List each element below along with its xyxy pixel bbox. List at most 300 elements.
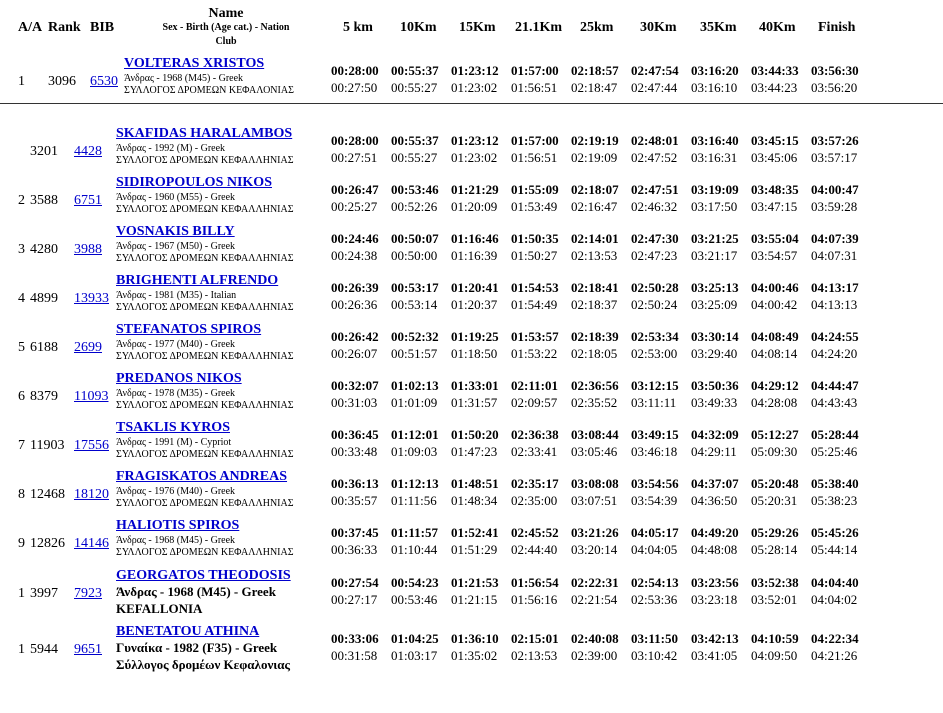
gun-time-cell: 03:56:30	[811, 63, 859, 78]
chip-time-cell: 01:47:23	[451, 444, 498, 459]
row-bib-link[interactable]: 14146	[74, 536, 109, 551]
header-divider	[0, 103, 943, 104]
gun-time-cell: 04:44:47	[811, 378, 859, 393]
row-rank: 5944	[30, 642, 58, 657]
gun-time-cell: 03:23:56	[691, 575, 739, 590]
runner-meta: Άνδρας - 1991 (M) - Cypriot	[116, 437, 232, 448]
chip-time-cell: 02:18:05	[571, 346, 618, 361]
gun-time-cell: 02:18:07	[571, 182, 619, 197]
runner-club: ΣΥΛΛΟΓΟΣ ΔΡΟΜΕΩΝ ΚΕΦΑΛΛΗΝΙΑΣ	[116, 155, 294, 166]
chip-time-cell: 00:25:27	[331, 199, 378, 214]
gun-time-cell: 02:45:52	[511, 525, 559, 540]
chip-time-cell: 00:26:36	[331, 297, 378, 312]
gun-time-cell: 03:49:15	[631, 427, 679, 442]
chip-times	[331, 296, 871, 313]
gun-time-cell: 01:12:13	[391, 476, 439, 491]
gun-time-cell: 04:13:17	[811, 280, 859, 295]
gun-time-cell: 03:52:38	[751, 575, 799, 590]
header-bib: BIB	[90, 20, 115, 35]
gun-time-cell: 00:26:39	[331, 280, 379, 295]
gun-time-cell: 03:45:15	[751, 133, 799, 148]
runner-meta: Άνδρας - 1968 (M45) - Greek	[116, 584, 276, 599]
gun-time-cell: 05:12:27	[751, 427, 799, 442]
chip-time-cell: 01:31:57	[451, 395, 498, 410]
runner-meta: Άνδρας - 1968 (M45) - Greek	[116, 535, 236, 546]
gun-time-cell: 00:55:37	[391, 133, 439, 148]
gun-times	[331, 230, 871, 247]
chip-time-cell: 05:38:23	[811, 493, 858, 508]
runner-meta: Άνδρας - 1978 (M35) - Greek	[116, 388, 236, 399]
chip-time-cell: 02:47:44	[631, 80, 678, 95]
chip-times	[331, 647, 871, 664]
chip-time-cell: 01:51:29	[451, 542, 498, 557]
chip-time-cell: 00:55:27	[391, 80, 438, 95]
gun-time-cell: 02:18:57	[571, 63, 619, 78]
gun-time-cell: 03:55:04	[751, 231, 799, 246]
chip-time-cell: 00:33:48	[331, 444, 378, 459]
chip-time-cell: 04:29:11	[691, 444, 737, 459]
header-name-sub2: Club	[215, 36, 237, 47]
chip-time-cell: 00:53:14	[391, 297, 438, 312]
gun-time-cell: 01:54:53	[511, 280, 559, 295]
chip-time-cell: 00:27:50	[331, 80, 378, 95]
header-split-1: 10Km	[400, 20, 437, 35]
chip-time-cell: 01:21:15	[451, 592, 498, 607]
chip-time-cell: 04:24:20	[811, 346, 858, 361]
chip-time-cell: 03:49:33	[691, 395, 738, 410]
gun-time-cell: 03:42:13	[691, 631, 739, 646]
runner-club: ΣΥΛΛΟΓΟΣ ΔΡΟΜΕΩΝ ΚΕΦΑΛΛΗΝΙΑΣ	[116, 302, 294, 313]
runner-club: ΣΥΛΛΟΓΟΣ ΔΡΟΜΕΩΝ ΚΕΦΑΛΛΗΝΙΑΣ	[116, 498, 294, 509]
chip-time-cell: 01:20:37	[451, 297, 498, 312]
gun-time-cell: 05:38:40	[811, 476, 859, 491]
runner-meta: Γυναίκα - 1982 (F35) - Greek	[116, 640, 278, 655]
runner-meta: Άνδρας - 1977 (M40) - Greek	[116, 339, 236, 350]
gun-time-cell: 05:29:26	[751, 525, 799, 540]
runner-name-link[interactable]: VOSNAKIS BILLY	[116, 224, 235, 239]
chip-time-cell: 02:35:52	[571, 395, 618, 410]
gun-time-cell: 00:52:32	[391, 329, 439, 344]
chip-time-cell: 03:52:01	[751, 592, 798, 607]
chip-time-cell: 02:09:57	[511, 395, 558, 410]
row-rank: 3588	[30, 193, 58, 208]
gun-time-cell: 02:18:39	[571, 329, 619, 344]
chip-time-cell: 01:53:22	[511, 346, 558, 361]
gun-time-cell: 04:00:47	[811, 182, 859, 197]
runner-name-link[interactable]: GEORGATOS THEODOSIS	[116, 568, 291, 583]
row-bib-link[interactable]: 11093	[74, 389, 109, 404]
chip-time-cell: 00:53:46	[391, 592, 438, 607]
row-aa: 6	[18, 389, 25, 404]
chip-times	[331, 149, 871, 166]
gun-time-cell: 00:54:23	[391, 575, 439, 590]
chip-time-cell: 03:16:31	[691, 150, 738, 165]
split-times	[331, 181, 871, 215]
chip-time-cell: 04:09:50	[751, 648, 798, 663]
header-split-2: 15Km	[459, 20, 496, 35]
chip-time-cell: 02:21:54	[571, 592, 618, 607]
gun-time-cell: 03:57:26	[811, 133, 859, 148]
gun-time-cell: 04:05:17	[631, 525, 679, 540]
split-times	[331, 279, 871, 313]
row-bib-link[interactable]: 9651	[74, 642, 102, 657]
chip-time-cell: 04:07:31	[811, 248, 858, 263]
chip-time-cell: 00:31:03	[331, 395, 378, 410]
gun-time-cell: 03:25:13	[691, 280, 739, 295]
runner-name-link[interactable]: TSAKLIS KYROS	[116, 420, 230, 435]
runner-name-link[interactable]: BENETATOU ATHINA	[116, 624, 260, 639]
chip-time-cell: 02:33:41	[511, 444, 558, 459]
row-rank: 4899	[30, 291, 58, 306]
gun-time-cell: 02:36:38	[511, 427, 559, 442]
gun-times	[331, 630, 871, 647]
chip-time-cell: 03:07:51	[571, 493, 618, 508]
row-aa: 8	[18, 487, 25, 502]
row-rank: 11903	[30, 438, 65, 453]
chip-time-cell: 04:28:08	[751, 395, 798, 410]
gun-time-cell: 02:50:28	[631, 280, 679, 295]
gun-time-cell: 04:49:20	[691, 525, 739, 540]
gun-time-cell: 01:21:53	[451, 575, 499, 590]
chip-times	[331, 541, 871, 558]
chip-time-cell: 02:18:47	[571, 80, 618, 95]
chip-time-cell: 02:46:32	[631, 199, 678, 214]
runner-meta: Άνδρας - 1992 (M) - Greek	[116, 143, 226, 154]
chip-time-cell: 01:50:27	[511, 248, 558, 263]
row-aa: 9	[18, 536, 25, 551]
gun-time-cell: 05:20:48	[751, 476, 799, 491]
gun-time-cell: 03:21:25	[691, 231, 739, 246]
row-aa: 1	[18, 586, 25, 601]
chip-time-cell: 01:23:02	[451, 150, 498, 165]
split-times	[331, 230, 871, 264]
row-rank: 6188	[30, 340, 58, 355]
split-times	[331, 475, 871, 509]
chip-time-cell: 01:48:34	[451, 493, 498, 508]
chip-time-cell: 02:53:00	[631, 346, 678, 361]
runner-meta: Άνδρας - 1960 (M55) - Greek	[116, 192, 236, 203]
gun-time-cell: 02:47:54	[631, 63, 679, 78]
chip-time-cell: 00:51:57	[391, 346, 438, 361]
chip-time-cell: 02:18:37	[571, 297, 618, 312]
gun-time-cell: 01:50:20	[451, 427, 499, 442]
gun-time-cell: 01:21:29	[451, 182, 499, 197]
gun-time-cell: 00:53:17	[391, 280, 439, 295]
gun-time-cell: 04:00:46	[751, 280, 799, 295]
gun-time-cell: 00:28:00	[331, 133, 379, 148]
header-rank: Rank	[48, 20, 81, 35]
chip-time-cell: 03:25:09	[691, 297, 738, 312]
runner-name-link[interactable]: FRAGISKATOS ANDREAS	[116, 469, 288, 484]
chip-time-cell: 02:13:53	[571, 248, 618, 263]
gun-time-cell: 03:44:33	[751, 63, 799, 78]
gun-time-cell: 02:53:34	[631, 329, 679, 344]
row-bib-link[interactable]: 7923	[74, 586, 102, 601]
chip-time-cell: 03:21:17	[691, 248, 738, 263]
chip-time-cell: 01:56:51	[511, 150, 558, 165]
gun-times	[331, 524, 871, 541]
gun-time-cell: 00:33:06	[331, 631, 379, 646]
chip-time-cell: 05:20:31	[751, 493, 798, 508]
runner-club: ΣΥΛΛΟΓΟΣ ΔΡΟΜΕΩΝ ΚΕΦΑΛΛΗΝΙΑΣ	[116, 204, 294, 215]
chip-times	[331, 79, 871, 96]
gun-time-cell: 02:47:30	[631, 231, 679, 246]
gun-time-cell: 02:11:01	[511, 378, 558, 393]
chip-time-cell: 04:00:42	[751, 297, 798, 312]
chip-time-cell: 01:54:49	[511, 297, 558, 312]
gun-time-cell: 04:32:09	[691, 427, 739, 442]
chip-time-cell: 00:52:26	[391, 199, 438, 214]
chip-time-cell: 02:47:23	[631, 248, 678, 263]
chip-times	[331, 591, 871, 608]
gun-time-cell: 00:32:07	[331, 378, 379, 393]
row-bib-link[interactable]: 4428	[74, 144, 102, 159]
gun-times	[331, 132, 871, 149]
gun-time-cell: 04:29:12	[751, 378, 799, 393]
runner-club: KEFALLONIA	[116, 601, 203, 616]
chip-time-cell: 02:53:36	[631, 592, 678, 607]
gun-time-cell: 01:36:10	[451, 631, 499, 646]
header-split-6: 35Km	[700, 20, 737, 35]
gun-time-cell: 03:54:56	[631, 476, 679, 491]
gun-time-cell: 02:47:51	[631, 182, 679, 197]
row-bib-link[interactable]: 6751	[74, 193, 102, 208]
chip-time-cell: 04:04:02	[811, 592, 858, 607]
gun-time-cell: 03:50:36	[691, 378, 739, 393]
row-rank: 8379	[30, 389, 58, 404]
gun-time-cell: 01:55:09	[511, 182, 559, 197]
chip-time-cell: 01:23:02	[451, 80, 498, 95]
runner-club: ΣΥΛΛΟΓΟΣ ΔΡΟΜΕΩΝ ΚΕΦΑΛΟΝΙΑΣ	[124, 85, 294, 96]
chip-time-cell: 03:46:18	[631, 444, 678, 459]
split-times	[331, 574, 871, 608]
gun-time-cell: 04:22:34	[811, 631, 859, 646]
chip-time-cell: 03:41:05	[691, 648, 738, 663]
chip-time-cell: 00:27:51	[331, 150, 378, 165]
chip-time-cell: 02:50:24	[631, 297, 678, 312]
gun-time-cell: 01:56:54	[511, 575, 559, 590]
gun-times	[331, 62, 871, 79]
row-bib-link[interactable]: 17556	[74, 438, 109, 453]
chip-time-cell: 01:20:09	[451, 199, 498, 214]
chip-time-cell: 04:48:08	[691, 542, 738, 557]
chip-time-cell: 03:16:10	[691, 80, 738, 95]
row-aa: 7	[18, 438, 25, 453]
gun-time-cell: 02:14:01	[571, 231, 619, 246]
row-bib-link[interactable]: 2699	[74, 340, 102, 355]
gun-time-cell: 01:02:13	[391, 378, 439, 393]
chip-time-cell: 00:35:57	[331, 493, 378, 508]
gun-time-cell: 02:36:56	[571, 378, 619, 393]
gun-time-cell: 01:23:12	[451, 63, 499, 78]
gun-time-cell: 03:12:15	[631, 378, 679, 393]
runner-club: ΣΥΛΛΟΓΟΣ ΔΡΟΜΕΩΝ ΚΕΦΑΛΛΗΝΙΑΣ	[116, 400, 294, 411]
row-rank: 3096	[48, 74, 76, 89]
gun-time-cell: 01:53:57	[511, 329, 559, 344]
gun-time-cell: 02:18:41	[571, 280, 619, 295]
chip-time-cell: 04:43:43	[811, 395, 858, 410]
chip-time-cell: 00:26:07	[331, 346, 378, 361]
chip-time-cell: 05:28:14	[751, 542, 798, 557]
runner-club: ΣΥΛΛΟΓΟΣ ΔΡΟΜΕΩΝ ΚΕΦΑΛΛΗΝΙΑΣ	[116, 253, 294, 264]
gun-time-cell: 02:15:01	[511, 631, 559, 646]
chip-time-cell: 02:19:09	[571, 150, 618, 165]
chip-time-cell: 01:11:56	[391, 493, 437, 508]
gun-time-cell: 02:19:19	[571, 133, 619, 148]
chip-times	[331, 345, 871, 362]
row-rank: 3997	[30, 586, 58, 601]
header-split-5: 30Km	[640, 20, 677, 35]
runner-club: Σύλλογος δρομέων Κεφαλονιας	[116, 657, 291, 672]
row-aa: 3	[18, 242, 25, 257]
runner-club: ΣΥΛΛΟΓΟΣ ΔΡΟΜΕΩΝ ΚΕΦΑΛΛΗΝΙΑΣ	[116, 449, 294, 460]
chip-time-cell: 01:18:50	[451, 346, 498, 361]
gun-time-cell: 04:10:59	[751, 631, 799, 646]
chip-time-cell: 01:56:16	[511, 592, 558, 607]
chip-time-cell: 00:27:17	[331, 592, 378, 607]
gun-times	[331, 475, 871, 492]
gun-time-cell: 01:57:00	[511, 63, 559, 78]
chip-time-cell: 00:55:27	[391, 150, 438, 165]
runner-meta: Άνδρας - 1968 (M45) - Greek	[124, 73, 244, 84]
gun-time-cell: 00:50:07	[391, 231, 439, 246]
chip-time-cell: 03:10:42	[631, 648, 678, 663]
gun-time-cell: 04:24:55	[811, 329, 859, 344]
row-bib-link[interactable]: 6530	[90, 74, 118, 89]
header-split-4: 25km	[580, 20, 614, 35]
row-bib-link[interactable]: 13933	[74, 291, 109, 306]
gun-times	[331, 279, 871, 296]
row-bib-link[interactable]: 18120	[74, 487, 109, 502]
chip-time-cell: 00:50:00	[391, 248, 438, 263]
chip-time-cell: 04:08:14	[751, 346, 798, 361]
runner-name-link[interactable]: SKAFIDAS HARALAMBOS	[116, 126, 293, 141]
runner-club: ΣΥΛΛΟΓΟΣ ΔΡΟΜΕΩΝ ΚΕΦΑΛΛΗΝΙΑΣ	[116, 547, 294, 558]
runner-name-link[interactable]: PREDANOS NIKOS	[116, 371, 242, 386]
gun-time-cell: 01:57:00	[511, 133, 559, 148]
chip-time-cell: 05:25:46	[811, 444, 858, 459]
header-name-title: Name	[208, 6, 244, 21]
row-aa: 2	[18, 193, 25, 208]
chip-times	[331, 198, 871, 215]
gun-time-cell: 04:04:40	[811, 575, 859, 590]
chip-times	[331, 394, 871, 411]
chip-time-cell: 02:16:47	[571, 199, 618, 214]
gun-time-cell: 03:30:14	[691, 329, 739, 344]
runner-name-link[interactable]: SIDIROPOULOS NIKOS	[116, 175, 272, 190]
runner-meta: Άνδρας - 1976 (M40) - Greek	[116, 486, 236, 497]
chip-times	[331, 443, 871, 460]
gun-times	[331, 181, 871, 198]
runner-name-link[interactable]: HALIOTIS SPIROS	[116, 518, 240, 533]
gun-time-cell: 02:40:08	[571, 631, 619, 646]
gun-time-cell: 03:21:26	[571, 525, 619, 540]
gun-time-cell: 00:24:46	[331, 231, 379, 246]
chip-time-cell: 03:29:40	[691, 346, 738, 361]
split-times	[331, 62, 871, 96]
chip-time-cell: 04:04:05	[631, 542, 678, 557]
chip-time-cell: 00:36:33	[331, 542, 378, 557]
chip-time-cell: 03:59:28	[811, 199, 858, 214]
chip-time-cell: 00:31:58	[331, 648, 378, 663]
chip-times	[331, 247, 871, 264]
gun-time-cell: 03:08:08	[571, 476, 619, 491]
chip-time-cell: 04:13:13	[811, 297, 858, 312]
row-aa: 4	[18, 291, 25, 306]
gun-times	[331, 574, 871, 591]
chip-time-cell: 03:11:11	[631, 395, 677, 410]
runner-club: ΣΥΛΛΟΓΟΣ ΔΡΟΜΕΩΝ ΚΕΦΑΛΛΗΝΙΑΣ	[116, 351, 294, 362]
chip-time-cell: 02:35:00	[511, 493, 558, 508]
header-split-0: 5 km	[343, 20, 373, 35]
gun-time-cell: 02:48:01	[631, 133, 679, 148]
chip-time-cell: 03:54:57	[751, 248, 798, 263]
gun-times	[331, 328, 871, 345]
gun-time-cell: 03:19:09	[691, 182, 739, 197]
chip-time-cell: 02:13:53	[511, 648, 558, 663]
row-rank: 12826	[30, 536, 65, 551]
gun-time-cell: 01:50:35	[511, 231, 559, 246]
chip-time-cell: 03:05:46	[571, 444, 618, 459]
runner-meta: Άνδρας - 1967 (M50) - Greek	[116, 241, 236, 252]
header-split-8: Finish	[818, 20, 856, 35]
gun-time-cell: 00:27:54	[331, 575, 379, 590]
gun-time-cell: 02:22:31	[571, 575, 619, 590]
gun-time-cell: 01:20:41	[451, 280, 499, 295]
gun-time-cell: 04:07:39	[811, 231, 859, 246]
header-split-3: 21.1Km	[515, 20, 563, 35]
row-bib-link[interactable]: 3988	[74, 242, 102, 257]
chip-time-cell: 03:54:39	[631, 493, 678, 508]
chip-time-cell: 03:17:50	[691, 199, 738, 214]
gun-time-cell: 01:48:51	[451, 476, 499, 491]
chip-time-cell: 02:44:40	[511, 542, 558, 557]
gun-time-cell: 03:48:35	[751, 182, 799, 197]
gun-time-cell: 01:12:01	[391, 427, 439, 442]
split-times	[331, 377, 871, 411]
chip-time-cell: 04:36:50	[691, 493, 738, 508]
row-rank: 12468	[30, 487, 65, 502]
gun-time-cell: 00:26:47	[331, 182, 379, 197]
gun-time-cell: 00:55:37	[391, 63, 439, 78]
gun-time-cell: 00:37:45	[331, 525, 379, 540]
chip-time-cell: 05:44:14	[811, 542, 858, 557]
runner-name-link[interactable]: VOLTERAS XRISTOS	[124, 56, 265, 71]
chip-time-cell: 01:16:39	[451, 248, 498, 263]
gun-time-cell: 01:33:01	[451, 378, 499, 393]
gun-time-cell: 03:16:20	[691, 63, 739, 78]
runner-name-link[interactable]: STEFANATOS SPIROS	[116, 322, 262, 337]
chip-time-cell: 03:23:18	[691, 592, 738, 607]
chip-time-cell: 01:01:09	[391, 395, 438, 410]
gun-time-cell: 01:04:25	[391, 631, 439, 646]
gun-time-cell: 05:28:44	[811, 427, 859, 442]
chip-time-cell: 05:09:30	[751, 444, 798, 459]
gun-time-cell: 00:53:46	[391, 182, 439, 197]
chip-time-cell: 01:10:44	[391, 542, 438, 557]
runner-name-link[interactable]: BRIGHENTI ALFRENDO	[116, 273, 279, 288]
split-times	[331, 524, 871, 558]
gun-time-cell: 03:11:50	[631, 631, 678, 646]
row-rank: 4280	[30, 242, 58, 257]
gun-time-cell: 03:16:40	[691, 133, 739, 148]
chip-time-cell: 01:56:51	[511, 80, 558, 95]
row-aa: 1	[18, 74, 25, 89]
split-times	[331, 426, 871, 460]
chip-time-cell: 01:53:49	[511, 199, 558, 214]
gun-time-cell: 02:54:13	[631, 575, 679, 590]
chip-time-cell: 02:39:00	[571, 648, 618, 663]
